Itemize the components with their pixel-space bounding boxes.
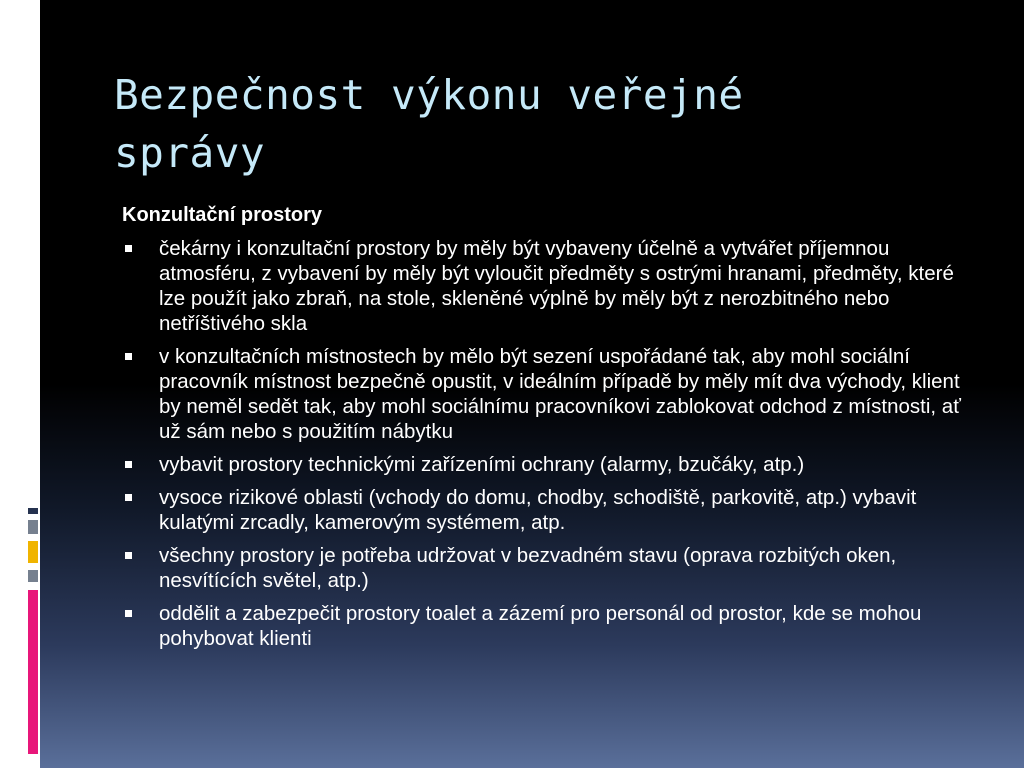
decor-marker-gray-top	[28, 520, 38, 534]
bullet-item	[122, 601, 972, 651]
slide-title: Bezpečnost výkonu veřejné správy	[114, 71, 744, 177]
bullet-item	[122, 543, 972, 593]
section-heading: Konzultační prostory	[122, 204, 323, 226]
bullet-item	[122, 452, 972, 477]
bullet-text: v konzultačních místnostech by mělo být sezení uspořádané tak, aby mohl sociální pracovník místnost bezpečně opustit, v ideálním případě by měly mít dva východy, klient by neměl sedět tak, aby mohl sociálnímu pracovníkovi zablokovat odchod z místnosti, ať už sám nebo s použitím nábytku	[159, 345, 961, 443]
bullet-text: vysoce rizikové oblasti (vchody do domu, chodby, schodiště, parkovitě, atp.) vybavit kulatými zrcadly, kamerovým systémem, atp.	[159, 486, 917, 534]
decor-marker-navy	[28, 508, 38, 514]
bullet-item	[122, 344, 972, 444]
square-bullet-icon	[125, 552, 132, 559]
square-bullet-icon	[125, 461, 132, 468]
bullet-list	[122, 236, 972, 651]
decor-marker-amber	[28, 541, 38, 563]
bullet-text: vybavit prostory technickými zařízeními ochrany (alarmy, bzučáky, atp.)	[159, 453, 805, 476]
square-bullet-icon	[125, 494, 132, 501]
square-bullet-icon	[125, 353, 132, 360]
bullet-item	[122, 236, 972, 336]
bullet-text: čekárny i konzultační prostory by měly být vybaveny účelně a vytvářet příjemnou atmosféru, z vybavení by měly být vyloučit předměty s ostrými hranami, předměty, které lze použít jako zbraň, na stole, skleněné výplně by měly být z nerozbitného nebo netříštivého skla	[159, 237, 954, 335]
decor-marker-pink	[28, 590, 38, 754]
slide-content	[122, 202, 972, 659]
square-bullet-icon	[125, 245, 132, 252]
decor-marker-gray-bottom	[28, 570, 38, 582]
bullet-text: oddělit a zabezpečit prostory toalet a zázemí pro personál od prostor, kde se mohou pohybovat klienti	[159, 602, 922, 650]
bullet-item	[122, 485, 972, 535]
square-bullet-icon	[125, 610, 132, 617]
bullet-text: všechny prostory je potřeba udržovat v bezvadném stavu (oprava rozbitých oken, nesvítících světel, atp.)	[159, 544, 897, 592]
